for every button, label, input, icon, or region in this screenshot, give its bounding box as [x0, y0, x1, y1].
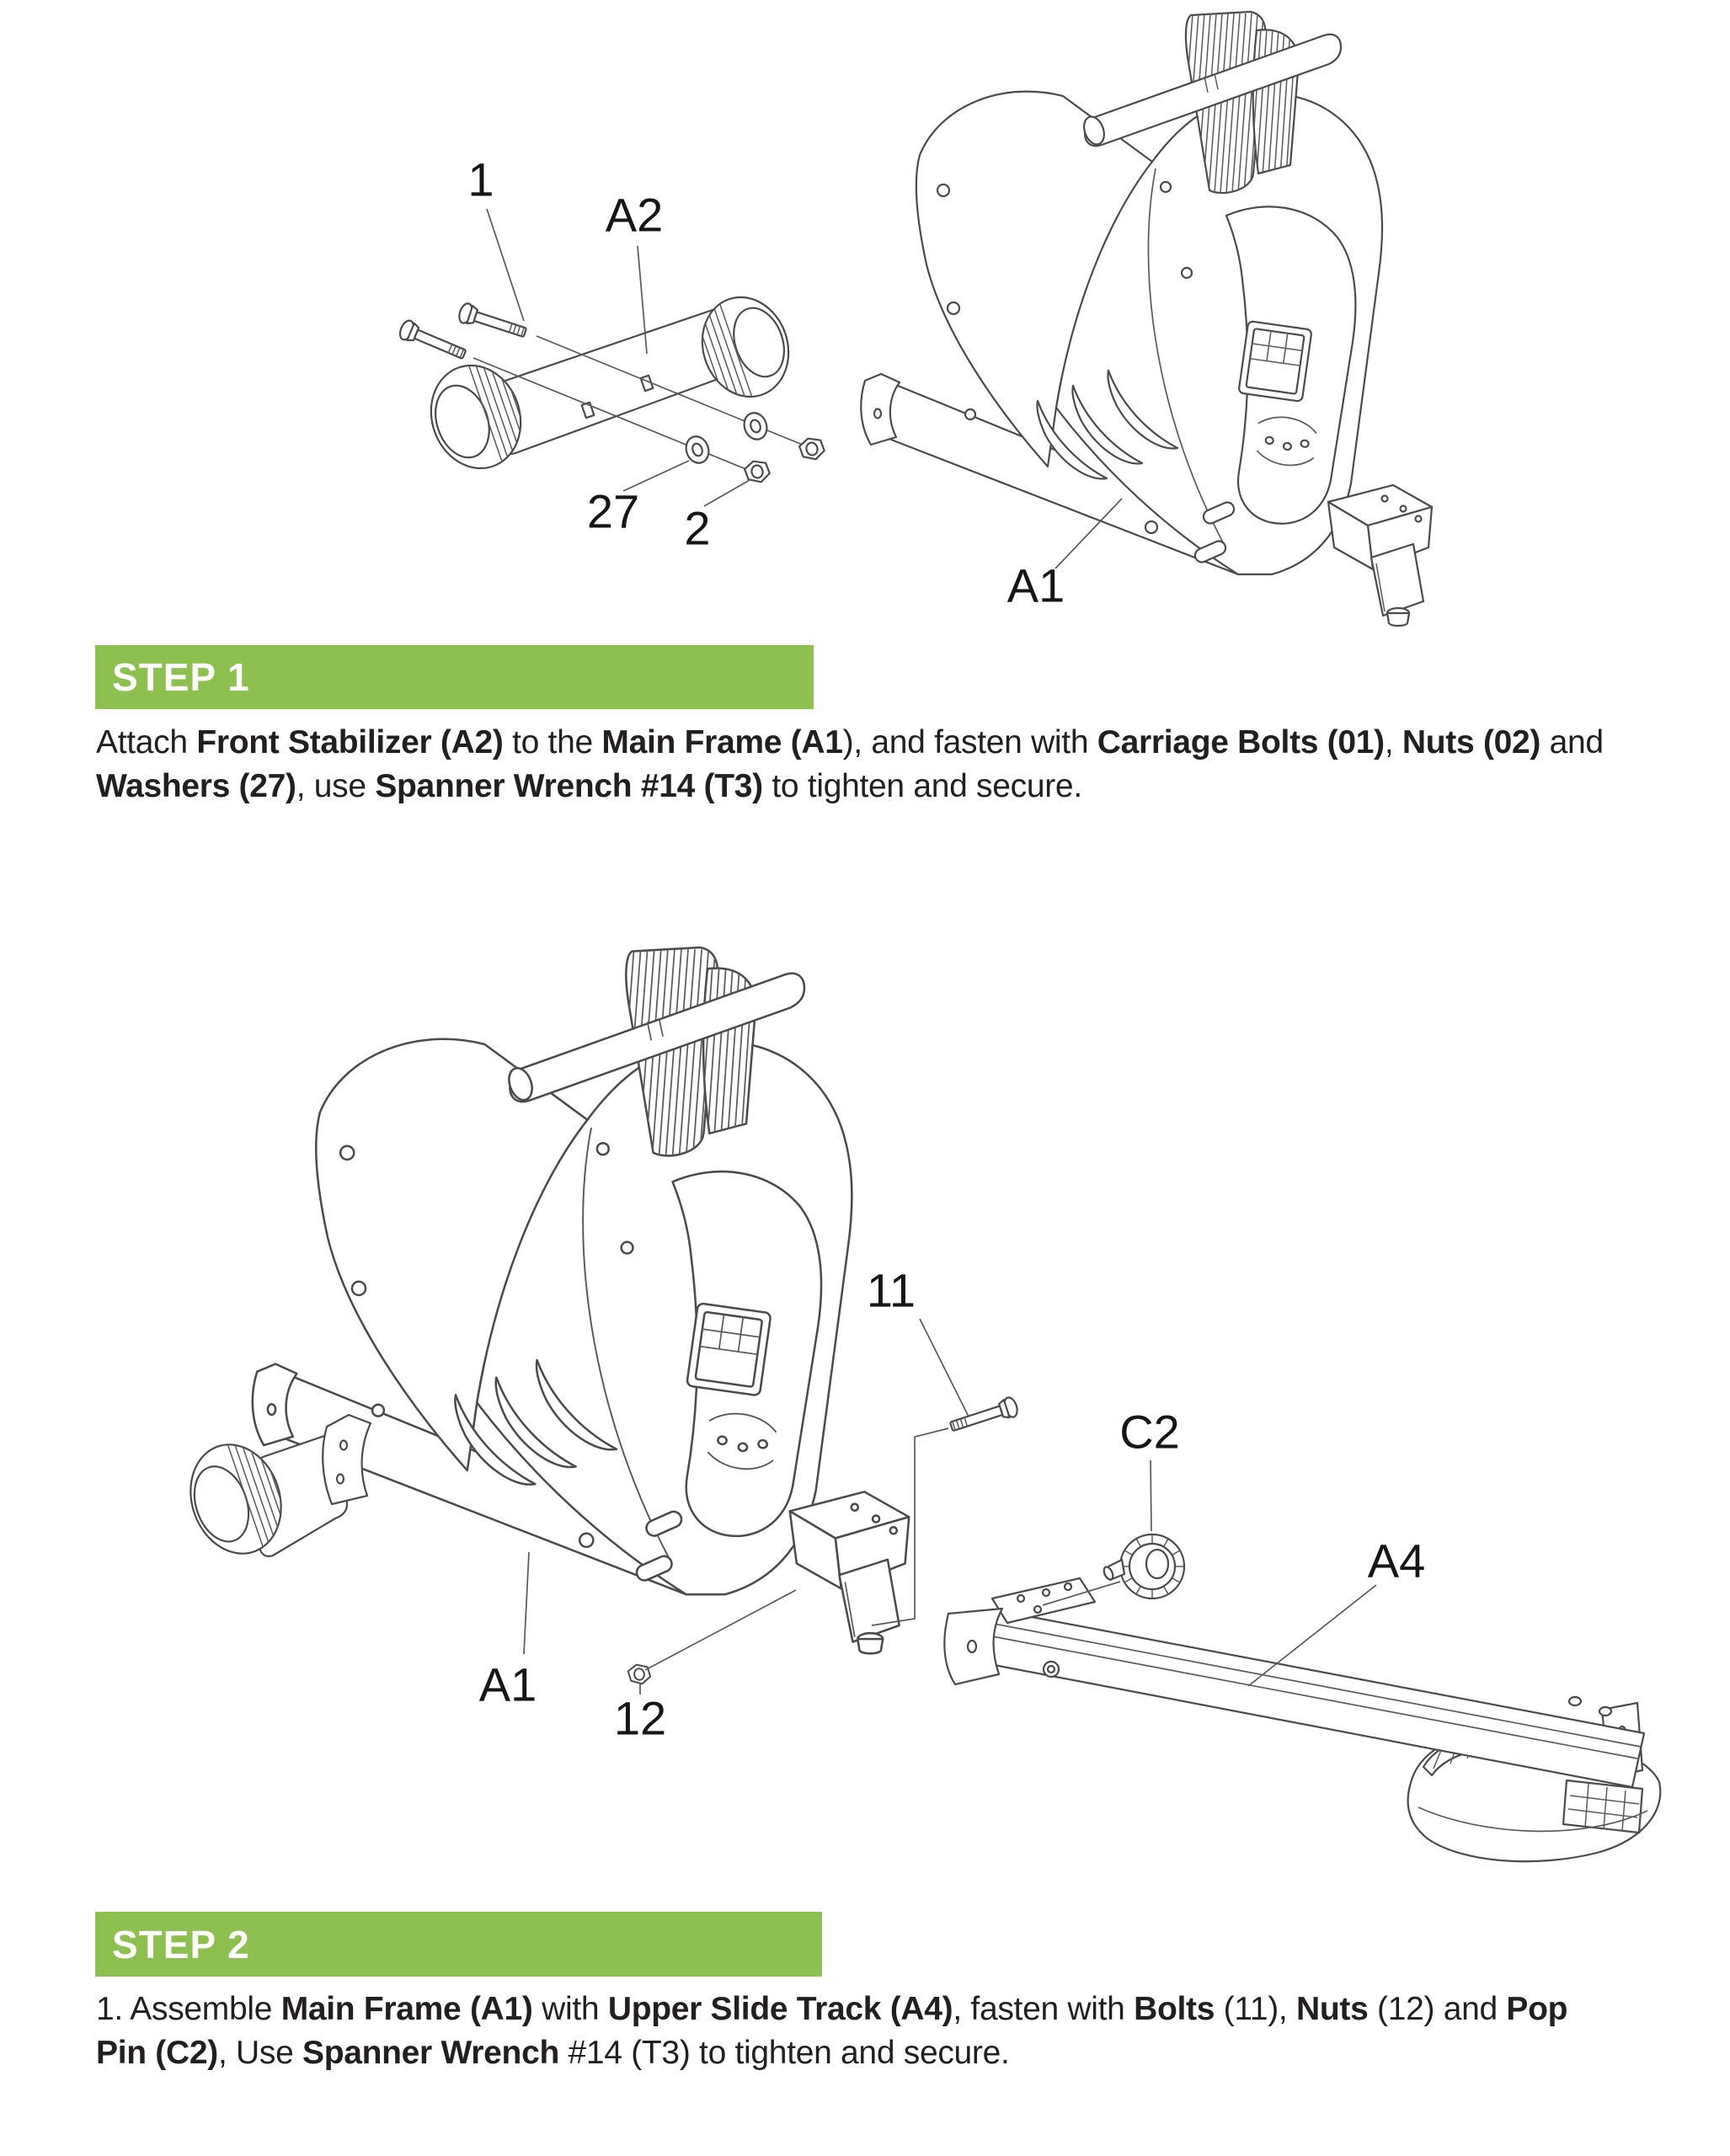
diagram-step1: [398, 12, 1432, 626]
carriage-bolt-01-a: [457, 302, 528, 342]
bolt-11-drawing: [948, 1396, 1019, 1436]
callout-label-c2: C2: [1119, 1405, 1180, 1459]
callout-label-a1-top: A1: [1006, 558, 1065, 612]
instruction-text: , fasten with: [953, 1991, 1135, 2027]
instruction-text: #14 (T3) to tighten and secure.: [558, 2035, 1010, 2071]
stabilizer-cap-right: [689, 286, 802, 408]
step1-header-bar: [95, 645, 814, 709]
pop-pin-c2-drawing: [1103, 1534, 1184, 1598]
stabilizer-cap-left: [418, 353, 535, 480]
instruction-text-bold: Bolts: [1134, 1991, 1215, 2027]
instruction-text: Attach: [96, 724, 197, 760]
instruction-line: [96, 721, 1604, 765]
instruction-text: with: [532, 1991, 608, 2027]
instruction-text: , use: [296, 768, 376, 804]
washer-27-a: [740, 410, 770, 443]
upper-slide-track-a4: [944, 1578, 1660, 1861]
instruction-text: (12) and: [1368, 1991, 1507, 2027]
callout-label-a4: A4: [1367, 1534, 1426, 1588]
step2-header-label: STEP 2: [112, 1922, 250, 1967]
instruction-text-bold: Pin (C2): [96, 2035, 218, 2071]
main-frame-a1-drawing: [861, 12, 1432, 626]
step2-header-bar: [95, 1912, 822, 1977]
instruction-text-bold: Nuts: [1296, 1991, 1369, 2027]
instruction-text-bold: Front Stabilizer (A2): [196, 724, 504, 760]
instruction-text: to the: [503, 724, 602, 760]
callout-label-a1-bottom: A1: [478, 1657, 537, 1711]
instruction-line: [96, 765, 1604, 808]
instruction-text-bold: Nuts (02): [1402, 724, 1541, 760]
instruction-text: to tighten and secure.: [762, 768, 1082, 804]
instruction-text: and: [1540, 724, 1604, 760]
instruction-text: 1. Assemble: [96, 1991, 281, 2027]
instruction-text: (11),: [1215, 1991, 1296, 2027]
instruction-text-bold: Spanner Wrench: [302, 2035, 559, 2071]
nut-12-drawing: [627, 1663, 651, 1686]
instruction-text-bold: Pop: [1506, 1991, 1568, 2027]
callout-label-a2: A2: [605, 188, 664, 242]
step2-instructions: [96, 1988, 1567, 2075]
carriage-bolt-01-b: [398, 318, 468, 364]
instruction-text-bold: Washers (27): [96, 768, 296, 804]
step1-instructions: [96, 721, 1604, 808]
main-frame-a1-assembled-drawing: [253, 947, 909, 1653]
instruction-line: [96, 2031, 1567, 2075]
instruction-text-bold: Carriage Bolts (01): [1097, 724, 1385, 760]
instruction-text-bold: Main Frame (A1: [601, 724, 843, 760]
track-beam: [990, 1610, 1644, 1787]
alignment-line-nut-12: [645, 1590, 796, 1670]
instruction-text: ), and fasten with: [842, 724, 1097, 760]
instruction-text-bold: Main Frame (A1): [280, 1991, 533, 2027]
callout-label-washer-27: 27: [586, 484, 640, 538]
diagram-step2: [176, 947, 1660, 1861]
callout-label-nut-2: 2: [684, 501, 711, 555]
instruction-text: ,: [1384, 724, 1402, 760]
nut-02-a: [798, 435, 826, 462]
instruction-line: [96, 1988, 1567, 2031]
step1-header-label: STEP 1: [112, 655, 250, 699]
callout-label-bolt-11: 11: [866, 1263, 916, 1317]
instruction-text-bold: Upper Slide Track (A4): [607, 1991, 953, 2027]
instruction-text-bold: Spanner Wrench #14 (T3): [375, 768, 763, 804]
callout-label-nut-12: 12: [613, 1691, 667, 1745]
callout-label-bolt-1: 1: [467, 152, 494, 206]
instruction-text: , Use: [217, 2035, 302, 2071]
